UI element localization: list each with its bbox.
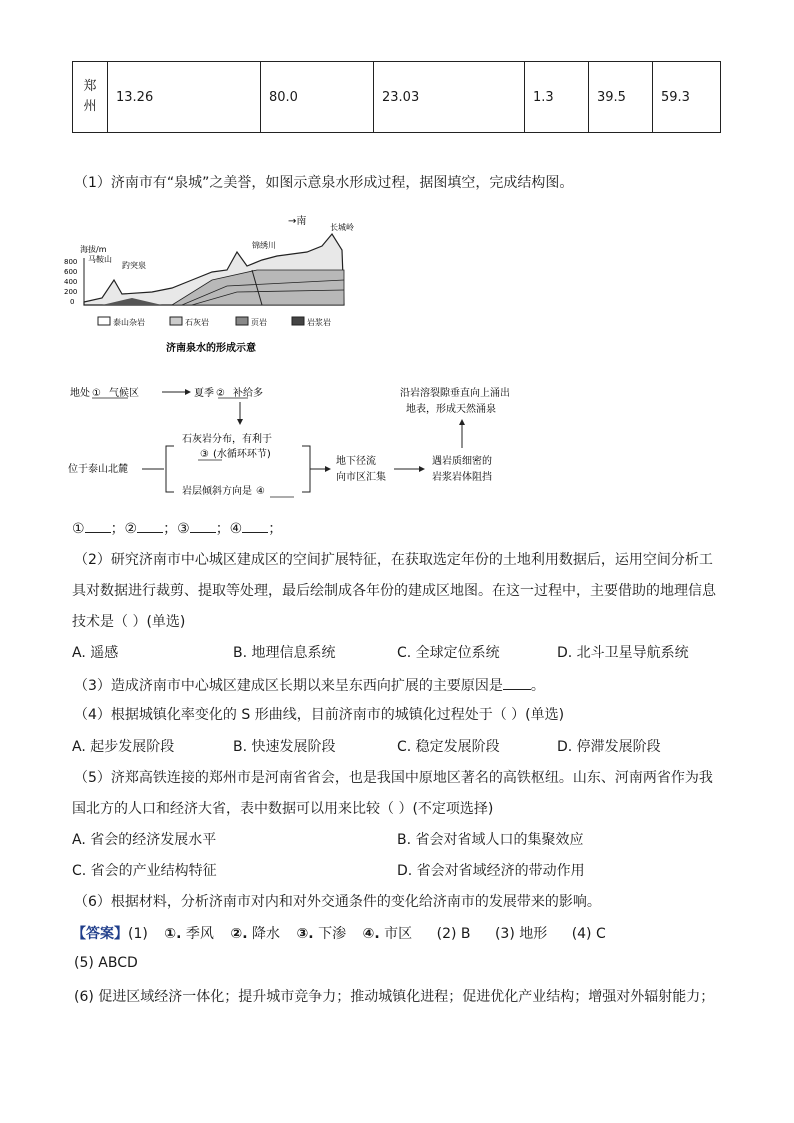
question-2-line: 具对数据进行裁剪、提取等处理，最后绘制成各年份的建成区地图。在这一过程中，主要借助的地理信息 <box>72 583 716 599</box>
flow-chart <box>62 380 582 512</box>
city-char: 州 <box>83 99 97 114</box>
table-cell: 80.0 <box>261 62 374 133</box>
flow-text: 岩浆岩体阻挡 <box>432 472 492 483</box>
legend-label: 页岩 <box>251 318 267 327</box>
flow-text: 岩层倾斜方向是 ④ <box>182 486 265 497</box>
table-cell: 13.26 <box>108 62 261 133</box>
place-label: 长城岭 <box>330 223 354 232</box>
question-6: （6）根据材料，分析济南市对内和对外交通条件的变化给济南市的发展带来的影响。 <box>74 894 601 910</box>
flow-text: ③ (水循环环节) <box>200 449 271 460</box>
y-tick: 600 <box>64 268 78 276</box>
option: B. 快速发展阶段 <box>233 739 336 755</box>
table-cell: 1.3 <box>525 62 589 133</box>
option: A. 省会的经济发展水平 <box>72 832 217 848</box>
option: C. 省会的产业结构特征 <box>72 863 217 879</box>
option: D. 北斗卫星导航系统 <box>557 645 689 661</box>
table-cell: 23.03 <box>374 62 525 133</box>
flow-text: 夏季 ② 补给多 <box>194 388 263 399</box>
elevation-label: 海拔/m <box>80 245 107 254</box>
place-label: 马鞍山 <box>88 255 112 264</box>
y-tick: 400 <box>64 278 78 286</box>
option: D. 省会对省域经济的带动作用 <box>397 863 585 879</box>
y-tick: 200 <box>64 288 78 296</box>
blanks-line: ① ；② ；③ ；④ ； <box>72 521 283 537</box>
question-5-line: （5）济郑高铁连接的郑州市是河南省省会，也是我国中原地区著名的高铁枢纽。山东、河南两省作为我 <box>74 770 713 786</box>
answer-label: 【答案】 <box>72 926 128 942</box>
spring-formation-figure <box>62 210 362 360</box>
flow-text: 地表，形成天然涌泉 <box>406 404 496 415</box>
option: B. 地理信息系统 <box>233 645 336 661</box>
city-char: 郑 <box>83 79 97 94</box>
answer-line-2: (5) ABCD <box>74 955 138 971</box>
question-2-line: （2）研究济南市中心城区建成区的空间扩展特征，在获取选定年份的土地利用数据后，运用空间分析工 <box>74 552 713 568</box>
place-label: 锦绣川 <box>252 241 276 250</box>
flow-text: 地下径流 <box>336 456 376 467</box>
flow-text: 位于泰山北麓 <box>68 464 128 475</box>
question-5-line: 国北方的人口和经济大省，表中数据可以用来比较（ ）(不定项选择) <box>72 801 494 817</box>
flow-text: 向市区汇集 <box>336 472 386 483</box>
option: A. 遥感 <box>72 645 119 661</box>
y-tick: 800 <box>64 258 78 266</box>
legend-swatch <box>236 317 248 325</box>
legend-label: 岩浆岩 <box>307 318 331 327</box>
question-3: （3）造成济南市中心城区建成区长期以来呈东西向扩展的主要原因是 。 <box>74 678 545 694</box>
place-label: 趵突泉 <box>122 261 146 270</box>
direction-label: →南 <box>288 216 307 227</box>
flow-text: 遇岩质细密的 <box>432 456 492 467</box>
answer-line-3: (6) 促进区域经济一体化；提升城市竞争力；推动城镇化进程；促进优化产业结构；增强对外辐射能力； <box>74 989 715 1005</box>
option: B. 省会对省域人口的集聚效应 <box>397 832 584 848</box>
figure-caption: 济南泉水的形成示意 <box>166 343 256 354</box>
legend-swatch <box>170 317 182 325</box>
flow-text: 地处 ① 气候区 <box>70 388 139 399</box>
table-cell: 39.5 <box>589 62 653 133</box>
y-tick: 0 <box>70 298 75 306</box>
option: D. 停滞发展阶段 <box>557 739 661 755</box>
table-cell: 59.3 <box>653 62 721 133</box>
legend-swatch <box>292 317 304 325</box>
flow-text: 石灰岩分布，有利于 <box>182 434 272 445</box>
answer-line-1: 【答案】(1) ①. 季风 ②. 降水 ③. 下渗 ④. 市区 (2) B (3) 地形 (4) C <box>72 926 606 942</box>
question-2-line: 技术是（ ）(单选) <box>72 614 186 630</box>
option: C. 稳定发展阶段 <box>397 739 500 755</box>
option: A. 起步发展阶段 <box>72 739 175 755</box>
flow-text: 沿岩溶裂隙垂直向上涌出 <box>400 388 510 399</box>
table-row <box>73 62 721 133</box>
data-table <box>72 61 721 133</box>
city-cell <box>73 62 108 133</box>
option: C. 全球定位系统 <box>397 645 500 661</box>
question-1-text: （1）济南市有“泉城”之美誉，如图示意泉水形成过程，据图填空，完成结构图。 <box>74 175 574 191</box>
legend-label: 石灰岩 <box>185 318 209 327</box>
question-4: （4）根据城镇化率变化的 S 形曲线，目前济南市的城镇化过程处于（ ）(单选) <box>74 707 565 723</box>
legend-label: 泰山杂岩 <box>113 318 145 327</box>
legend-swatch <box>98 317 110 325</box>
